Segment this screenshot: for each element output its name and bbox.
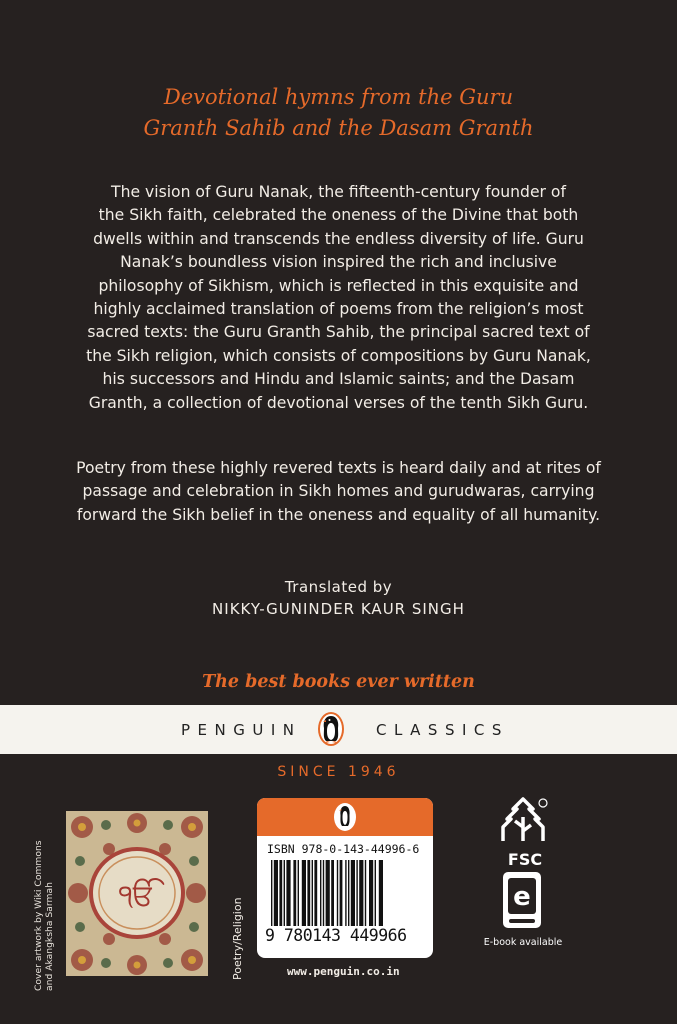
- genre-label: Poetry/Religion: [231, 897, 244, 980]
- fsc-label: FSC: [507, 850, 543, 869]
- barcode-bar: [323, 860, 324, 926]
- blurb-line: sacred texts: the Guru Granth Sahib, the principal sacred text of: [87, 323, 590, 342]
- ik-onkar-symbol: ੴ: [118, 878, 156, 913]
- barcode-bar: [331, 860, 334, 926]
- artwork-image: [66, 811, 208, 976]
- brand-classics: CLASSICS: [376, 721, 509, 739]
- cover-artwork-credit: [33, 831, 55, 991]
- barcode-bar: [279, 860, 282, 926]
- ebook-e-icon: [501, 870, 543, 932]
- isbn-text: ISBN 978-0-143-44996-6: [267, 842, 420, 856]
- publisher-band: [0, 705, 677, 754]
- barcode-bar: [356, 860, 357, 926]
- barcode-bar: [284, 860, 285, 926]
- barcode-bar: [302, 860, 306, 926]
- blurb-line: his successors and Hindu and Islamic saints; and the Dasam: [102, 370, 575, 389]
- slogan: The best books ever written: [202, 672, 475, 692]
- barcode-bar: [307, 860, 310, 926]
- penguin-logo-icon: [312, 710, 350, 748]
- svg-text:e: e: [513, 882, 531, 912]
- cover-artwork-thumbnail: [66, 811, 208, 976]
- blurb-line: passage and celebration in Sikh homes and gurudwaras, carrying: [82, 482, 595, 501]
- barcode-bar: [359, 860, 363, 926]
- ebook-label: E-book available: [483, 937, 563, 948]
- barcode-bar: [274, 860, 278, 926]
- blurb-paragraph-1: [42, 181, 635, 415]
- barcode: [269, 860, 421, 926]
- blurb-line: Granth, a collection of devotional verses of the tenth Sikh Guru.: [88, 393, 589, 412]
- blurb-line: the Sikh faith, celebrated the oneness of the Divine that both: [98, 206, 579, 225]
- blurb-line: Poetry from these highly revered texts is heard daily and at rites of: [76, 459, 601, 477]
- barcode-bar: [293, 860, 296, 926]
- barcode-bar: [337, 860, 338, 926]
- blurb-line: highly acclaimed translation of poems from the religion’s most: [93, 300, 584, 319]
- barcode-bar: [286, 860, 290, 926]
- tagline-line-2: Granth Sahib and the Dasam Granth: [143, 116, 534, 140]
- barcode-bar: [345, 860, 346, 926]
- blurb-paragraph-2: [42, 457, 635, 527]
- barcode-card: [257, 798, 433, 958]
- since-1946: SINCE 1946: [277, 764, 400, 780]
- barcode-bar: [326, 860, 330, 926]
- brand-penguin: PENGUIN: [181, 721, 302, 739]
- penguin-small-icon: [333, 802, 357, 832]
- website-url: www.penguin.co.in: [287, 965, 400, 978]
- blurb-line: philosophy of Sikhism, which is reflected in this exquisite and: [98, 276, 579, 295]
- fsc-tree-icon: [497, 797, 549, 847]
- barcode-bar: [340, 860, 343, 926]
- barcode-bar: [312, 860, 313, 926]
- blurb-line: Nanak’s boundless vision inspired the rich and inclusive: [120, 253, 557, 272]
- credit-line-1: Cover artwork by Wiki Commons: [33, 840, 44, 991]
- barcode-number: 9 780143 449966: [265, 926, 407, 945]
- translated-by-label: Translated by: [284, 578, 393, 596]
- blurb-line: dwells within and transcends the endless diversity of life. Guru: [93, 229, 584, 248]
- barcode-bar: [348, 860, 349, 926]
- translator-name: NIKKY-GUNINDER KAUR SINGH: [212, 600, 465, 618]
- blurb-line: the Sikh religion, which consists of compositions by Guru Nanak,: [86, 346, 591, 365]
- barcode-bar: [351, 860, 355, 926]
- barcode-bar: [369, 860, 373, 926]
- barcode-bar: [365, 860, 366, 926]
- blurb-line: The vision of Guru Nanak, the fifteenth-century founder of: [111, 183, 566, 201]
- blurb-line: forward the Sikh belief in the oneness and equality of all humanity.: [76, 505, 601, 524]
- barcode-bar: [314, 860, 317, 926]
- barcode-bar: [271, 860, 272, 926]
- tagline-line-1: Devotional hymns from the Guru: [163, 85, 514, 109]
- tagline: [0, 82, 677, 144]
- barcode-bar: [320, 860, 321, 926]
- barcode-bar: [298, 860, 299, 926]
- barcode-bar: [375, 860, 376, 926]
- barcode-bar: [379, 860, 383, 926]
- credit-line-2: and Akangksha Sarmah: [44, 882, 55, 991]
